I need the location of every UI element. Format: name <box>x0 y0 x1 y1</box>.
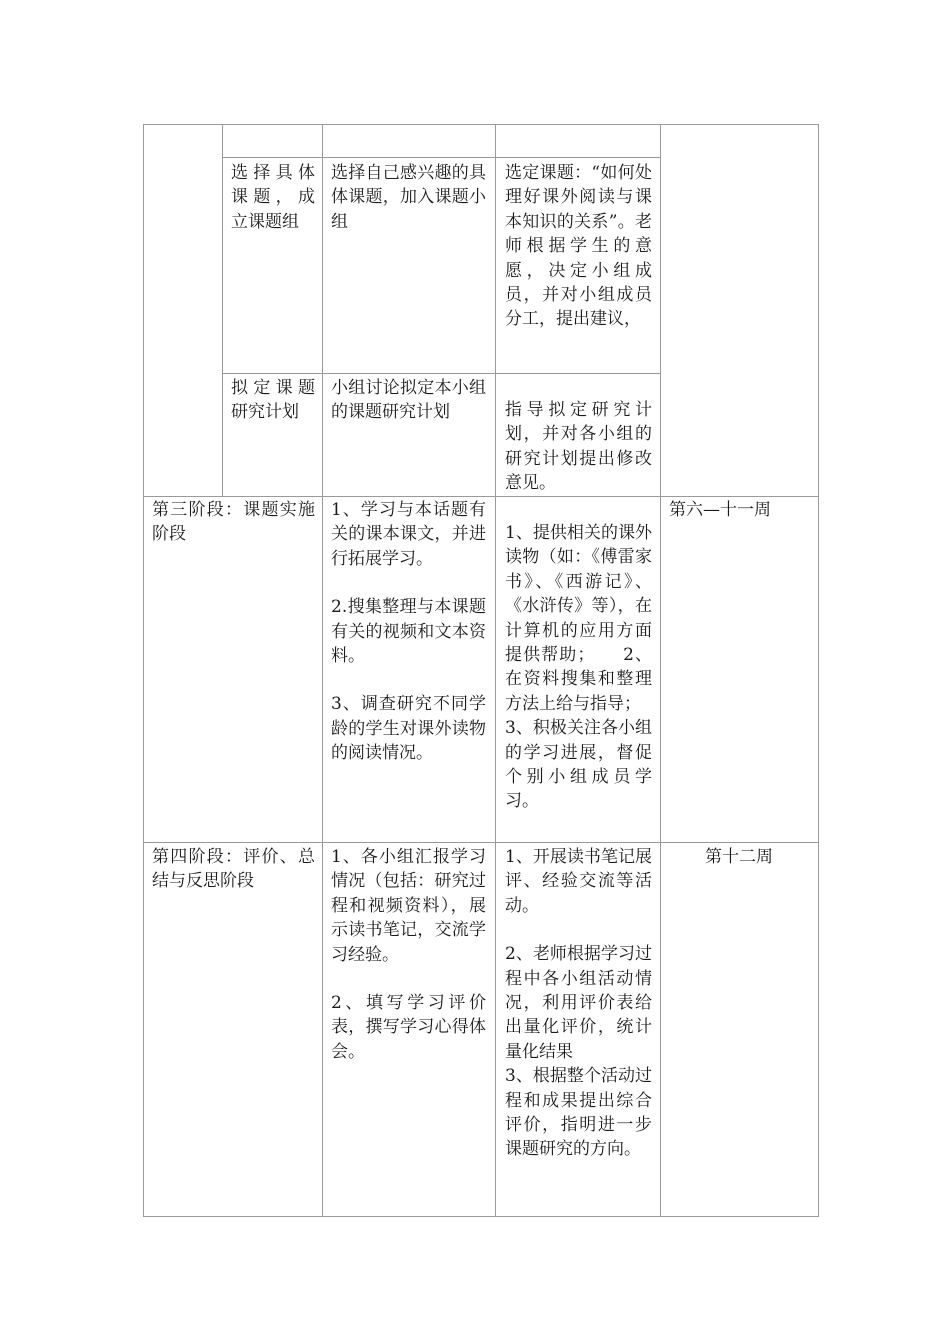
table-border-bottom <box>143 1216 819 1217</box>
time-cell <box>669 498 809 522</box>
teacher-activity-text: 3、根据整个活动过程和成果提出综合评价，指明进一步课题研究的方向。 <box>505 1066 652 1160</box>
student-activity-text: 3、调查研究不同学龄的学生对课外读物的阅读情况。 <box>331 694 486 764</box>
sub-stage-text: 选择具体课题，成立课题组 <box>231 163 315 232</box>
teacher-activity-cell <box>505 161 652 332</box>
stage-cell <box>152 845 315 894</box>
teacher-activity-cell <box>505 398 652 496</box>
time-text: 第六—十一周 <box>669 500 771 520</box>
table-border-left <box>143 124 144 1217</box>
column-divider <box>322 124 323 1217</box>
student-activity-text: 1、学习与本话题有关的课本课文，并进行拓展学习。 <box>331 500 486 569</box>
student-activity-cell <box>331 376 486 425</box>
student-activity-text: 2.搜集整理与本课题有关的视频和文本资料。 <box>331 597 486 667</box>
row-divider <box>143 842 819 843</box>
stage-cell <box>152 498 315 547</box>
student-activity-text: 2、填写学习评价表，撰写学习心得体会。 <box>331 993 486 1062</box>
sub-stage-cell <box>231 161 315 234</box>
teacher-activity-text: 1、开展读书笔记展评、经验交流等活动。 <box>505 847 652 916</box>
table-border-top <box>143 124 819 125</box>
student-activity-text: 1、各小组汇报学习情况（包括：研究过程和视频资料），展示读书笔记，交流学习经验。 <box>331 847 486 965</box>
student-activity-cell <box>331 161 486 234</box>
teacher-activity-text: 1、提供相关的课外读物（如：《傅雷家书》、《西游记》、《水浒传》等），在计算机的应用方面提供帮助； 2、在资料搜集和整理方法上给与指导； <box>505 523 652 714</box>
row-divider <box>222 157 660 158</box>
student-activity-text: 小组讨论拟定本小组的课题研究计划 <box>331 378 486 423</box>
column-divider <box>495 124 496 1217</box>
sub-stage-text: 拟定课题研究计划 <box>231 378 315 423</box>
column-divider <box>660 124 661 1217</box>
time-cell <box>669 845 809 869</box>
student-activity-cell <box>331 845 486 1064</box>
teacher-activity-text: 指导拟定研究计划，并对各小组的研究计划提出修改意见。 <box>505 400 652 494</box>
column-divider <box>222 124 223 497</box>
sub-stage-cell <box>231 376 315 425</box>
teacher-activity-text: 选定课题：“如何处理好课外阅读与课本知识的关系”。老师根据学生的意愿，决定小组成员，并对小组成员分工，提出建议， <box>505 163 652 330</box>
stage-text: 第三阶段：课题实施阶段 <box>152 500 315 545</box>
teacher-activity-text: 2、老师根据学习过程中各小组活动情况，利用评价表给出量化评价，统计量化结果 <box>505 944 652 1062</box>
time-text: 第十二周 <box>705 847 773 867</box>
teacher-activity-cell <box>505 845 652 1162</box>
teacher-activity-cell <box>505 521 652 814</box>
student-activity-cell <box>331 498 486 766</box>
row-divider <box>143 496 819 497</box>
student-activity-text: 选择自己感兴趣的具体课题，加入课题小组 <box>331 163 486 232</box>
table-border-right <box>818 124 819 1217</box>
teacher-activity-text: 3、积极关注各小组的学习进展，督促个别小组成员学习。 <box>505 718 652 812</box>
row-divider <box>222 373 660 374</box>
stage-text: 第四阶段：评价、总结与反思阶段 <box>152 847 315 892</box>
